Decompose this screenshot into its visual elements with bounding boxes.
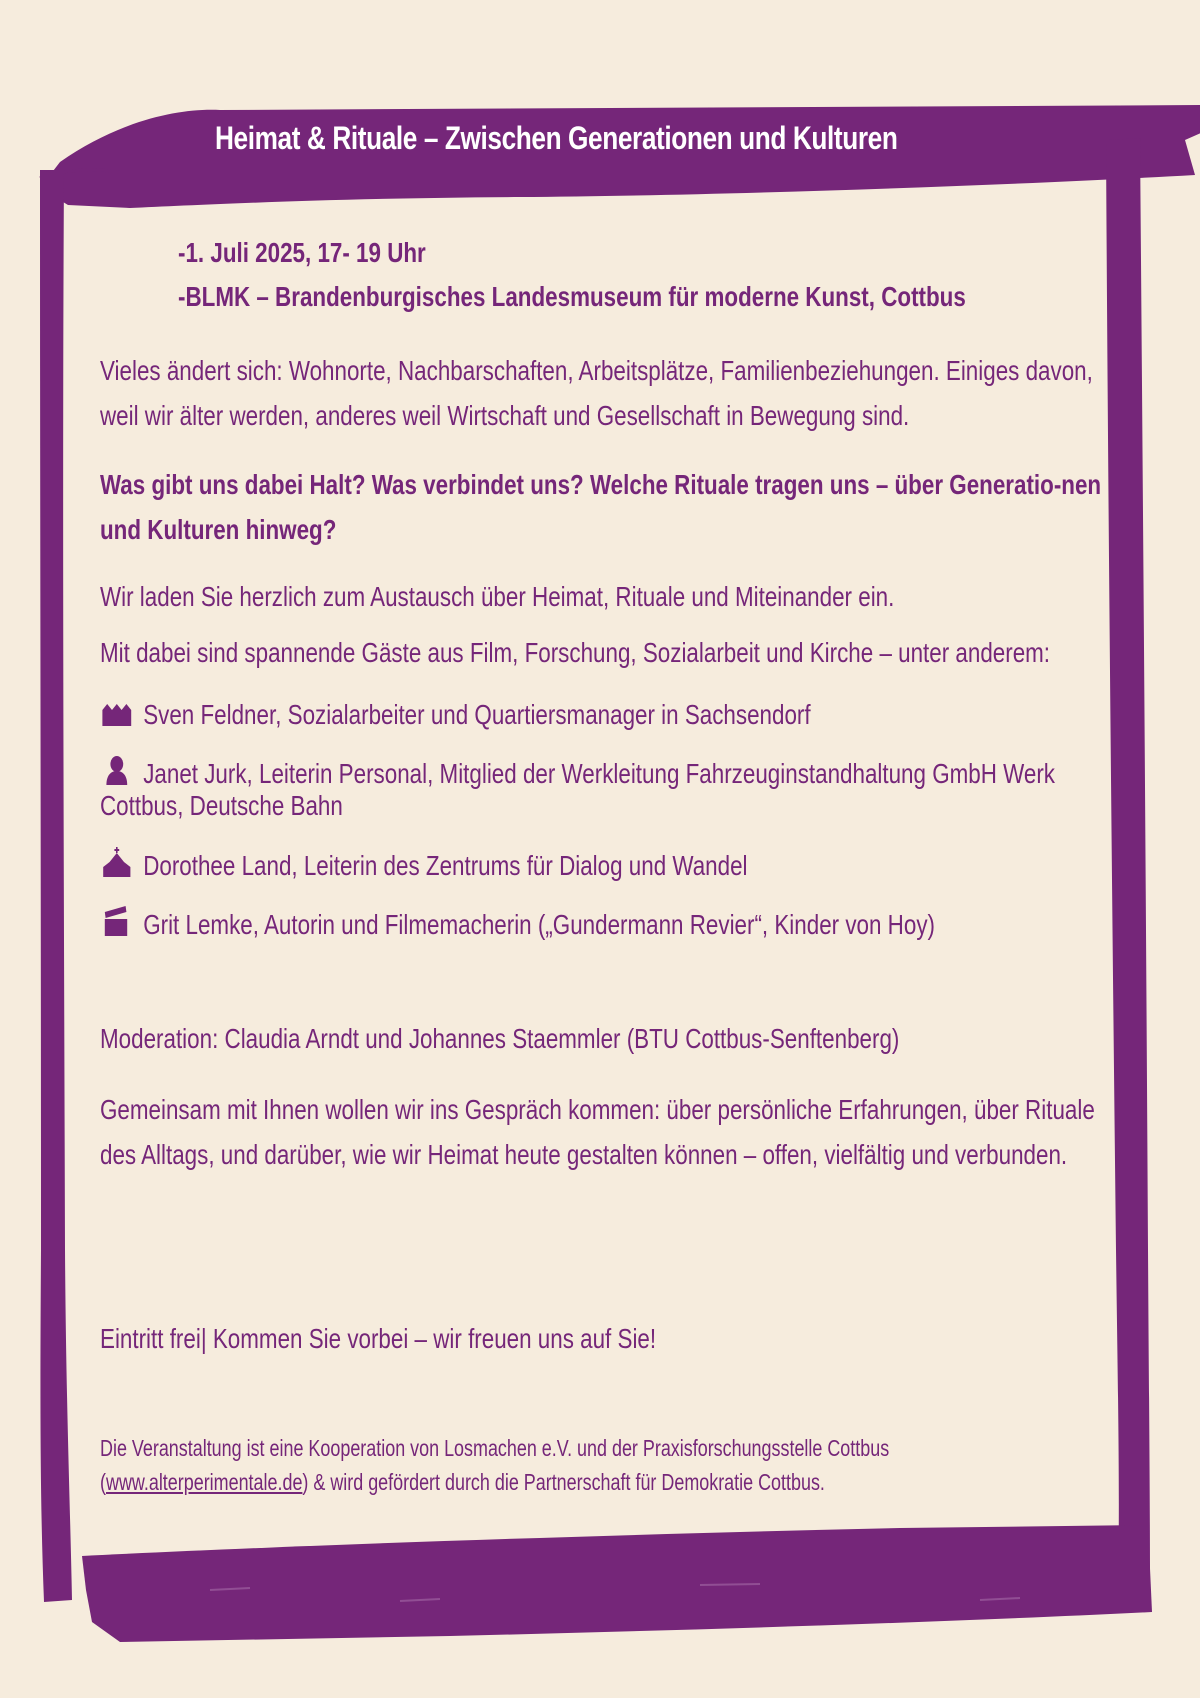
guest-item xyxy=(100,906,1116,941)
page-title: Heimat & Rituale – Zwischen Generationen und Kulturen xyxy=(215,120,898,156)
intro-paragraph: Vieles ändert sich: Wohnorte, Nachbarschaften, Arbeitsplätze, Familienbeziehungen. Einiges davon, weil wir älter werden, anderes weil Wirtschaft und Gesellschaft in Bewegung sind. xyxy=(100,355,1093,431)
footer-credits xyxy=(100,1431,1130,1499)
guest-text: Grit Lemke, Autorin und Filmemacherin („Gundermann Revier“, Kinder von Hoy) xyxy=(143,909,935,940)
guest-item xyxy=(100,755,1116,822)
guest-text: Sven Feldner, Sozialarbeiter und Quartiersmanager in Sachsendorf xyxy=(143,699,811,730)
footer-line-1: Die Veranstaltung ist eine Kooperation von Losmachen e.V. und der Praxisforschungsstelle Cottbus xyxy=(100,1435,890,1461)
event-date: -1. Juli 2025, 17- 19 Uhr xyxy=(178,237,426,268)
houses-icon xyxy=(100,696,134,728)
guests-intro: Mit dabei sind spannende Gäste aus Film, Forschung, Sozialarbeit und Kirche – unter anderem: xyxy=(100,637,1051,668)
person-icon xyxy=(100,755,134,787)
guest-text: Dorothee Land, Leiterin des Zentrums für Dialog und Wandel xyxy=(143,850,748,881)
guest-item xyxy=(100,847,1116,882)
footer-line-2: (www.alterperimentale.de) & wird gefördert durch die Partnerschaft für Demokratie Cottbus. xyxy=(100,1469,825,1495)
questions-paragraph: Was gibt uns dabei Halt? Was verbindet uns? Welche Rituale tragen uns – über Generatio-nen und Kulturen hinweg? xyxy=(100,469,1102,545)
guest-item xyxy=(100,696,1116,731)
left-brush-stroke xyxy=(40,170,72,1602)
event-venue: -BLMK – Brandenburgisches Landesmuseum für moderne Kunst, Cottbus xyxy=(178,281,966,312)
entry-line: Eintritt frei| Kommen Sie vorbei – wir freuen uns auf Sie! xyxy=(100,1323,657,1354)
bottom-brush-stroke xyxy=(82,1525,1152,1642)
invite-paragraph: Wir laden Sie herzlich zum Austausch über Heimat, Rituale und Miteinander ein. xyxy=(100,581,895,612)
church-icon xyxy=(100,847,134,879)
guest-text: Janet Jurk, Leiterin Personal, Mitglied der Werkleitung Fahrzeuginstandhaltung GmbH Werk Cottbus, Deutsche Bahn xyxy=(100,758,1055,821)
clapperboard-icon xyxy=(100,906,134,938)
closing-paragraph: Gemeinsam mit Ihnen wollen wir ins Gespräch kommen: über persönliche Erfahrungen, über Rituale des Alltags, und darüber, wie wir Heimat heute gestalten können – offen, vielfältig und verbunden. xyxy=(100,1094,1095,1170)
website-link[interactable]: www.alterperimentale.de xyxy=(105,1469,303,1495)
moderation-line: Moderation: Claudia Arndt und Johannes Staemmler (BTU Cottbus-Senftenberg) xyxy=(100,1023,900,1054)
